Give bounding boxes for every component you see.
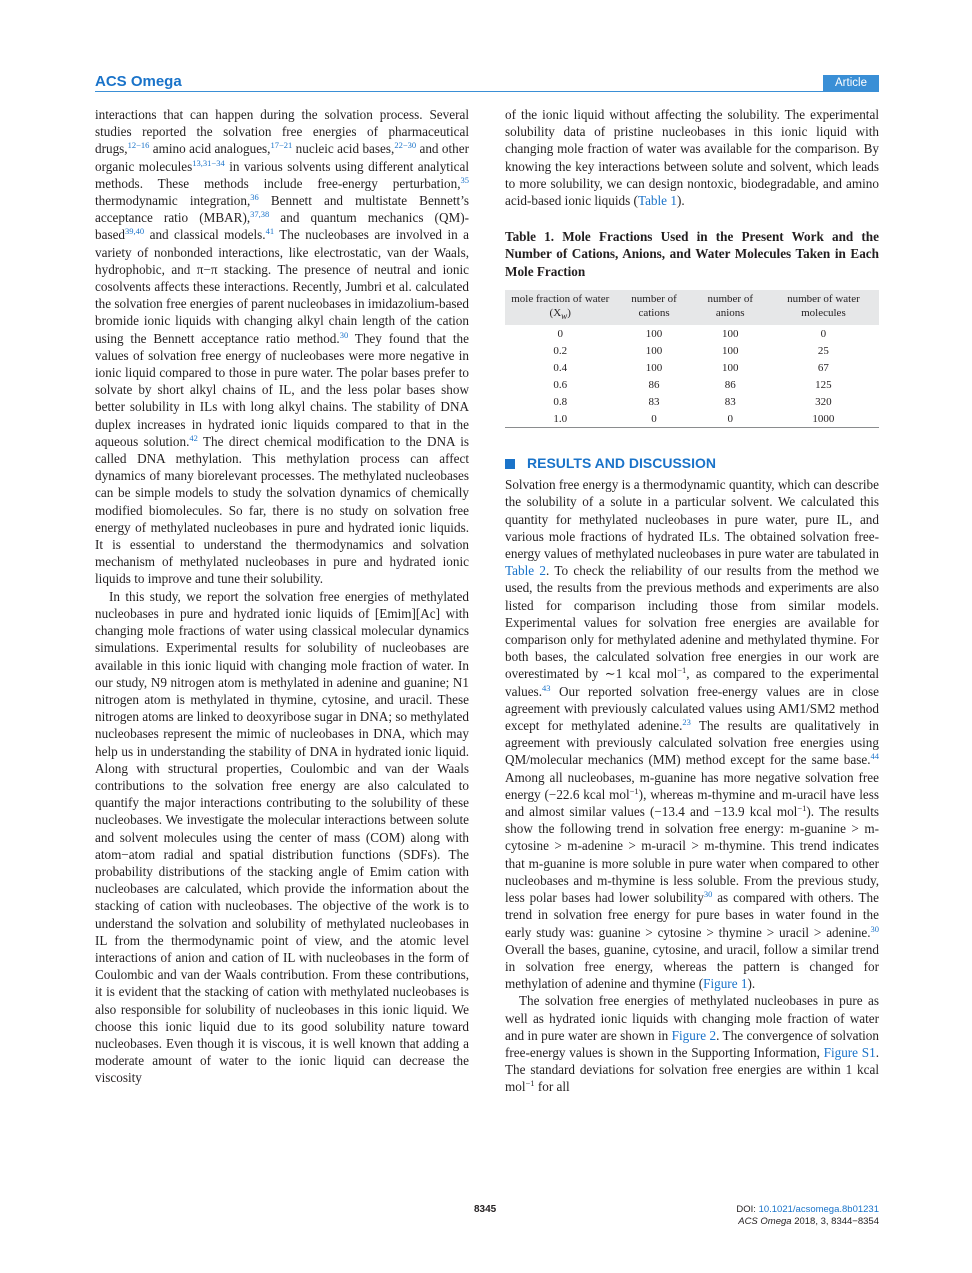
table-cell: 0.2 (553, 344, 568, 357)
citation[interactable]: 13,31−34 (192, 157, 225, 168)
right-column (505, 106, 879, 1096)
figure-s1-link[interactable]: Figure S1 (823, 1044, 876, 1060)
table-row (505, 342, 879, 359)
right-paragraph-1: of the ionic liquid without affecting the solubility. The experimental solubility data of pristine nucleobases in this ionic liquid with changing mole fraction of water was available for the comparison. By knowing the key interactions between solute and solvent, which leads to more solubility, we can design nontoxic, biodegradable, and amino acid-based ionic liquids (Table 1). (505, 107, 879, 209)
right-paragraph-2: Solvation free energy is a thermodynamic quantity, which can describe the solubility of a solute in a particular solvent. We calculated this quantity for methylated nucleobases in pure water, pure IL, and various mole fractions of hydrated ILs. The obtained solvation free-energy values of methylated nucleobases in pure water are tabulated in Table 2. To check the reliability of our results from the method we used, the results from the previous methods and experiments are also listed for comparison including those from similar models. Experimental values for solvation free energies are available for comparison only for methylated adenine and methylated thymine. For both bases, the calculated solvation free energies in our work are overestimated by ∼1 kcal mol$^{-1}$, as compared to the experimental values.$^{43}$ Our reported solvation free-energy values are in close agreement with previously calculated values using AM1/SM2 method except for methylated adenine.$^{23}$ The results are qualitatively in agreement with previously calculated solvation free energies using QM/molecular mechanics (MM) method except for the same base.$^{44}$ Among all nucleobases, m-guanine has more negative solvation free energy (−22.6 kcal mol$^{-1}$), whereas m-thymine and m-uracil have less and almost similar values (−13.4 and −13.9 kcal mol$^{-1}$). The results show the following trend in solvation free energy: m-guanine > m-cytosine > m-adenine > m-uracil > m-thymine. This trend indicates that m-guanine is more soluble in pure water when compared to other nucleobases and m-thymine is less soluble. From the previous study, less polar bases had lower solubility$^{30}$ as compared with others. The trend in solvation free energy for pure bases in water found in the early study was: guanine > cytosine > thymine > uracil > adenine.$^{30}$ Overall the bases, guanine, cytosine, and uracil, follow a similar trend in solvation free energy, whereas the pattern is changed for methylation of adenine and thymine (Figure 1). (505, 477, 879, 992)
table-cell: 0 (820, 327, 827, 340)
citation[interactable]: 30 (339, 329, 349, 340)
mole-fraction-table (505, 290, 879, 428)
figure-1-link[interactable]: Figure 1 (703, 976, 748, 992)
citation[interactable]: 42 (189, 432, 198, 443)
table-cell: 100 (721, 327, 739, 340)
table-cell: 125 (815, 378, 832, 391)
figure-2-link[interactable]: Figure 2 (671, 1027, 717, 1043)
table-header-row (505, 290, 879, 325)
left-paragraph-1: interactions that can happen during the solvation process. Several studies reported the solvation free energies of pharmaceutical drugs,$^{12-16}$ amino acid analogues,$^{17-21}$ nucleic acid bases,$^{22-30}$ and other organic molecules$^{13,31-34}$ in various solvents using different analytical methods. These methods include free-energy perturbation,$^{35}$ thermodynamic integration,$^{36}$ Bennett and multistate Bennett’s acceptance ratio (MBAR),$^{37,38}$ and quantum mechanics (QM)-based$^{39,40}$ and classical models.$^{41}$ The nucleobases are involved in a variety of nonbonded interactions, like electrostatic, van der Waals, hydrophobic, and π−π stacking. The presence of neutral and ionic cosolvents affects these interactions. Recently, Jumbri et al. calculated the solvation free energies of parent nucleobases in imidazolium-based bromide ionic liquids with changing alkyl chain length of the cation using the Bennett acceptance ratio method.$^{30}$ They found that the values of solvation free energy of nucleobases were more negative in ionic liquid compared to those in pure water. The polar bases prefer to solvate by short alkyl chains of IL, and the less polar bases show better solubility in ILs with long alkyl chains. The stability of DNA duplex increases in hydrated ionic liquids compared to that in the aqueous solution.$^{42}$ The direct chemical modification to the DNA is called DNA methylation. This methylation process can affect dynamics of many biorelevant processes. The methylated nucleobases can be simple models to study the solvation dynamics of chemically modified biomolecules. So far, there is no study on solvation free energy of methylated nucleobases in pure and hydrated ionic liquids. It is essential to understand the thermodynamics and solvation mechanism of methylated nucleobases in pure and hydrated ionic liquids to improve and tune their solubility. (95, 107, 470, 587)
col-header-cations: number of cations (615, 290, 692, 325)
citation[interactable]: 22−30 (394, 140, 417, 151)
table-cell: 0.8 (553, 395, 568, 408)
table-cell: 100 (645, 344, 663, 357)
col-header-water: number of water molecules (768, 290, 879, 325)
table-caption: Table 1. Mole Fractions Used in the Present Work and the Number of Cations, Anions, and Water Molecules Taken in Each Mole Fraction (505, 229, 879, 279)
table-row (505, 359, 879, 376)
citation[interactable]: 12−16 (127, 140, 150, 151)
citation[interactable]: 36 (250, 192, 259, 203)
table-cell: 0.4 (553, 361, 568, 374)
table-cell: 86 (648, 378, 660, 391)
left-column (95, 106, 469, 1087)
table-cell: 0 (615, 410, 692, 428)
footer-citation: DOI: 10.1021/acsomega.8b01231 ACS Omega 2018, 3, 8344−8354 (736, 1204, 879, 1227)
col-header-anions: number of anions (693, 290, 768, 325)
citation[interactable]: 37,38 (250, 209, 270, 220)
left-paragraph-2: In this study, we report the solvation free energies of methylated nucleobases in pure and hydrated ionic liquids of [Emim][Ac] with changing mole fractions of water using classical molecular dynamics simulations. Experimental results for solubility of nucleobases are available in this ionic liquid with changing mole fraction of water. In our study, N9 nitrogen atom is methylated in adenine and guanine; N1 nitrogen atom is methylated in thymine, cytosine, and uracil. These nitrogen atoms are linked to deoxyribose sugar in DNA; so methylated nucleobases represent the mimic of nucleobases in DNA, which may help us in understanding the stability of DNA in hydrated ionic liquid. Along with structural properties, Coulombic and van der Waals contributions to the solvation free energy are also calculated to quantify the major interactions contributing to the solubility of these nucleobases. We investigate the molecular interactions between solute and solvent molecules using the center of mass (COM) along with atom−atom radial and spatial distribution functions (SDFs). The probability distributions of the stacking angle of Emim cation with nucleobases are calculated, which provide the information about the stacking of cation with nucleobases. The objective of the work is to understand the solvation and solubility of methylated nucleobases in IL from the thermodynamic point of view, and the atomic level interactions of anion and cation of IL with nucleobases in the form of Coulombic and van der Waals contribution. From these contributions, it is evident that the stacking of cation with methylated nucleobases is also responsible for solubility of nucleobases in this ionic liquid. We choose this ionic liquid due to its good solubility nature toward nucleobases. Even though it is viscous, it is well known that adding a moderate amount of water to the ionic liquid can decrease the viscosity (95, 588, 469, 1086)
article-badge: Article (823, 75, 879, 91)
table-cell: 25 (817, 344, 829, 357)
section-square-icon (505, 459, 515, 469)
table-cell: 100 (645, 327, 663, 340)
header-divider (95, 91, 879, 92)
table-row (505, 410, 879, 428)
citation[interactable]: 41 (265, 226, 275, 237)
table-cell: 100 (721, 361, 739, 374)
table-cell: 86 (724, 378, 736, 391)
citation[interactable]: 30 (870, 923, 879, 934)
doi-link[interactable]: 10.1021/acsomega.8b01231 (758, 1204, 879, 1215)
table-cell: 83 (724, 395, 736, 408)
table-row (505, 325, 879, 342)
page-number: 8345 (474, 1204, 497, 1215)
citation[interactable]: 23 (682, 717, 691, 728)
table-cell: 0 (557, 327, 563, 340)
section-title: RESULTS AND DISCUSSION (527, 455, 717, 472)
table-2-link[interactable]: Table 2 (505, 563, 547, 579)
table-row (505, 393, 879, 410)
table-1-link[interactable]: Table 1 (637, 193, 677, 209)
table-cell: 0 (693, 410, 768, 428)
citation[interactable]: 35 (460, 174, 469, 185)
table-cell: 83 (648, 395, 660, 408)
section-heading (505, 455, 879, 472)
citation[interactable]: 43 (542, 682, 551, 693)
citation[interactable]: 30 (703, 889, 713, 900)
table-cell: 0.6 (553, 378, 568, 391)
col-header-mole-fraction: mole fraction of water $(X_w)$ (505, 290, 615, 325)
citation[interactable]: 39,40 (125, 226, 145, 237)
citation[interactable]: 44 (870, 751, 879, 762)
table-cell: 1.0 (505, 410, 615, 428)
right-paragraph-3: The solvation free energies of methylated nucleobases in pure as well as hydrated ionic liquids with changing mole fraction of water and in pure water are shown in Figure 2. The convergence of solvation free-energy values is shown in the Supporting Information, Figure S1. The standard deviations for solvation free energies are within 1 kcal mol$^{-1}$ for all (505, 993, 880, 1095)
journal-title: ACS Omega (95, 73, 182, 90)
table-cell: 1000 (768, 410, 879, 428)
table-cell: 100 (721, 344, 739, 357)
table-cell: 100 (645, 361, 663, 374)
table-cell: 67 (817, 361, 829, 374)
table-row (505, 376, 879, 393)
citation[interactable]: 17−21 (270, 140, 293, 151)
table-cell: 320 (815, 395, 832, 408)
